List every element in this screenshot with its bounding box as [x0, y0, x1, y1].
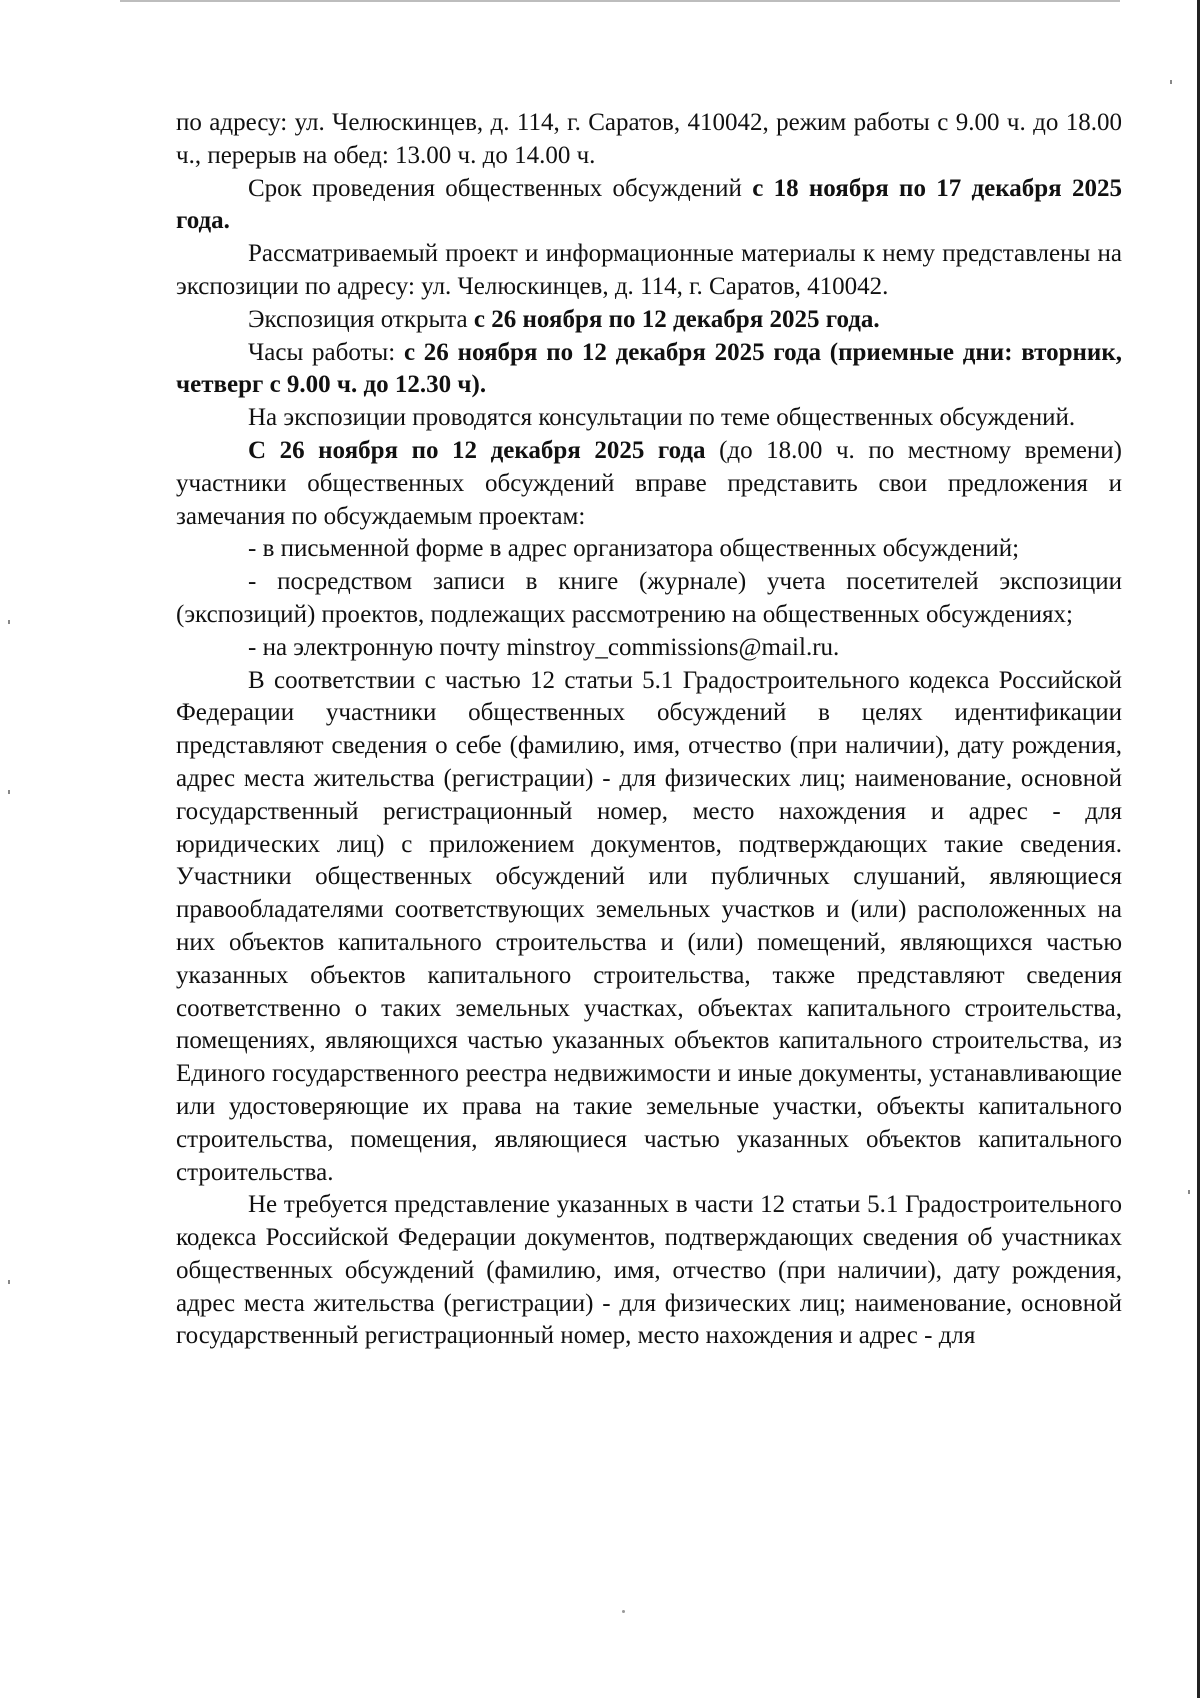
paragraph-p2: [176, 173, 1122, 239]
scan-speck: [1170, 80, 1172, 84]
text-run: - на электронную почту minstroy_commissions@mail.ru.: [248, 633, 840, 661]
paragraph-p7: [176, 435, 1122, 533]
text-run: Рассматриваемый проект и информационные материалы к нему представлены на экспозиции по адресу: ул. Челюскинцев, д. 114, г. Саратов, 410042.: [176, 240, 1122, 300]
paragraph-p6: [176, 402, 1122, 435]
paragraph-p8: [176, 533, 1122, 566]
text-run: В соответствии с частью 12 статьи 5.1 Градостроительного кодекса Российской Федерации участники общественных обсуждений в целях идентификации представляют сведения о себе (фамилию, имя, отчество (при наличии), дату рождения, адрес места жительства (регистрации) - для физических лиц; наименование, основной государственный регистрационный номер, место нахождения и адрес - для юридических лиц) с приложением документов, подтверждающих такие сведения. Участники общественных обсуждений или публичных слушаний, являющиеся правообладателями соответствующих земельных участков и (или) расположенных на них объектов капитального строительства и (или) помещений, являющихся частью указанных объектов капитального строительства, также представляют сведения соответственно о таких земельных участках, объектах капитального строительства, помещениях, являющихся частью указанных объектов капитального строительства, из Единого государственного реестра недвижимости и иные документы, устанавливающие или удостоверяющие их права на такие земельные участки, объекты капитального строительства, помещения, являющиеся частью указанных объектов капитального строительства.: [176, 666, 1122, 1186]
scan-speck: [8, 1280, 10, 1284]
scan-speck: [8, 790, 10, 794]
text-run: - посредством записи в книге (журнале) учета посетителей экспозиции (экспозиций) проектов, подлежащих рассмотрению на общественных обсуждениях;: [176, 568, 1122, 628]
paragraph-p12: [176, 1189, 1122, 1353]
paragraph-p5: [176, 337, 1122, 403]
scan-top-border: [120, 0, 1120, 2]
bold-text: С 26 ноября по 12 декабря 2025 года: [248, 436, 706, 464]
text-run: (до 18.00 ч. по местному времени) участники общественных обсуждений вправе представить свои предложения и замечания по обсуждаемым проектам:: [176, 436, 1122, 530]
paragraph-p11: [176, 665, 1122, 1190]
text-run: по адресу: ул. Челюскинцев, д. 114, г. Саратов, 410042, режим работы с 9.00 ч. до 18.00 ч., перерыв на обед: 13.00 ч. до 14.00 ч.: [176, 109, 1122, 169]
bold-text: с 26 ноября по 12 декабря 2025 года.: [473, 305, 880, 333]
bold-text: с 18 ноября по 17 декабря 2025 года.: [176, 174, 1122, 235]
paragraph-p4: [176, 304, 1122, 337]
text-run: Часы работы:: [248, 338, 404, 366]
scan-speck: [1188, 1190, 1190, 1194]
scan-speck: [8, 620, 10, 624]
text-run: Срок проведения общественных обсуждений: [248, 174, 753, 202]
paragraph-p10: [176, 632, 1122, 665]
bold-text: с 26 ноября по 12 декабря 2025 года (приемные дни: вторник, четверг с 9.00 ч. до 12.30 ч).: [176, 338, 1122, 399]
text-run: - в письменной форме в адрес организатора общественных обсуждений;: [248, 535, 1020, 563]
scan-dot: [622, 1610, 625, 1613]
text-run: На экспозиции проводятся консультации по теме общественных обсуждений.: [248, 404, 1076, 432]
text-run: Не требуется представление указанных в части 12 статьи 5.1 Градостроительного кодекса Российской Федерации документов, подтверждающих сведения об участниках общественных обсуждений (фамилию, имя, отчество (при наличии), дату рождения, адрес места жительства (регистрации) - для физических лиц; наименование, основной государственный регистрационный номер, место нахождения и адрес - для: [176, 1191, 1122, 1350]
paragraph-p1: [176, 107, 1122, 173]
paragraph-p9: [176, 566, 1122, 632]
text-run: Экспозиция открыта: [248, 305, 474, 333]
document-body: [176, 107, 1122, 1353]
paragraph-p3: [176, 238, 1122, 304]
